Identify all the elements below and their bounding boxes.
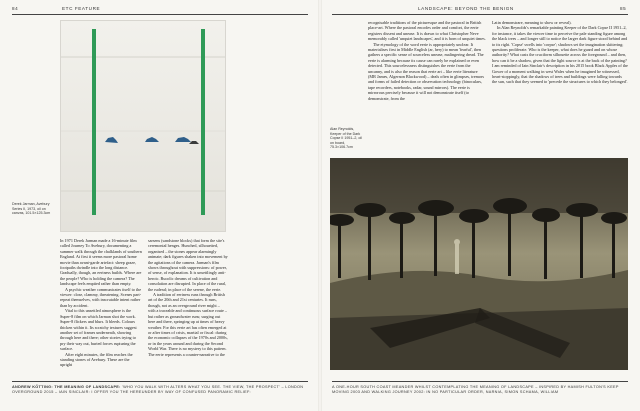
jarman-caption: Derek Jarman, Avebury Series II, 1973, oil on canvas, 101.5×125.3cm [12, 202, 51, 215]
reynolds-painting [330, 158, 628, 370]
jarman-painting-graphic [61, 21, 225, 231]
left-body-column-2 [148, 238, 228, 357]
reynolds-painting-graphic [330, 158, 628, 370]
right-footer-rule [332, 381, 628, 382]
right-running-head: LANDSCAPE: BEYOND THE BENIGN [418, 6, 514, 11]
paragraph: Vital to this unsettled atmosphere is the Super-8 film on which Jarman shot the work. Super-8 flickers and blurs. It bleeds. Colours thicken within it. Its scratchy textures suggest another set of frames underneath, showing through here and there; other stories trying to pry their way out, buried forces rupturing the surface. [60, 308, 137, 352]
right-page [320, 0, 640, 411]
left-running-head: ETC FEATURE [62, 6, 101, 11]
left-header-rule [12, 14, 308, 15]
paragraph: recognisable traditions of the picturesque and the pastoral in British place-art. Where the pastoral encodes order and comfort, the eerie registers dissent and unease. It is drawn to what Christopher Neve memorably called 'unquiet landscapes', and it is born of unquiet times. [368, 20, 486, 42]
left-footer-rule [12, 381, 308, 382]
right-footer: A ONE-HOUR SOUTH COAST MEANDER WHILST CONTEMPLATING THE MEANING OF LANDSCAPE – INSPIRED BY HAMISH FULTON'S KEEP MOVING 2003 AND WALKING JOURNEY 2002: IN NO PARTICULAR ORDER, NARNIA, SIMON SCHAMA, WILLIAM [332, 385, 619, 394]
right-body-column-2 [492, 20, 628, 85]
jarman-painting [60, 20, 226, 232]
reynolds-caption: Alan Reynolds, Keeper of the Dark Copse II 1951–2, oil on board, 75.3×106.7cm [330, 127, 362, 149]
footer-text: 'WHO YOU WALK WITH ALTERS WHAT YOU SEE. THE VIEW, THE PROSPECT' – LONDON OVERGROUND 2015 – IAIN SINCLAIR: I OFFER YOU THE HEREUNDER BY WAY OF CONFUSED PANORAMIC RELIEF: [12, 385, 304, 394]
footer-label: ANDREW KÖTTING: THE MEANING OF LANDSCAPE: [12, 385, 121, 389]
right-header-rule [332, 14, 628, 15]
paragraph: Latin demonstrare, meaning to show or reveal). [492, 20, 572, 25]
paragraph: In Alan Reynolds's remarkable painting Keeper of the Dark Copse II 1951–2, for instance, it takes the viewer time to perceive the pale standing figure among the black trees – and longer still to notice the larger dark figure stood behind and to its right. 'Copse' swells into 'corpse'; shadows set the imagination skittering; questions proliferate. Who is the keeper, what does he guard and on whose authority? What casts the cruciform silhouette across the foreground – and then, how can it be a shadow, given that the light source is at the back of the painting? I am reminded of Iain Sinclair's description in his 2015 book Black Apples of the Gower of a moment walking in west Wales when he imagined he witnessed, heart-stoppingly, that the shadows of trees and buildings were falling towards the sun, such that they seemed to 'precede the structures to which they belonged'. [492, 25, 628, 85]
paragraph: sarsens (sandstone blocks) that form the site's ceremonial henges. Hunched, silhouetted, organised – the stones appear alarmingly animate; dark figures shaken into movement by the agitations of the camera. Jarman's film shows throughout with suppressions: of power, of sense, of explanation. It is unsettlingly anti-heroic. Bucolic dreams of cultivation and consolation are disrupted. In place of the rural, the ruderal; in place of the serene, the eerie. [148, 238, 228, 292]
left-body-column-1 [60, 238, 142, 368]
paragraph: The etymology of the word eerie is appropriately unclear. It materialises first in Middle English (ar, hery) to mean 'fearful', then gathers a specific sense of sourceless unease, malingering dread. The eerie is alarming because its cause can rarely be explained or even detected. This sourcelessness distinguishes the eerie from the uncanny, and is also the reason that eerie art – like eerie literature (MR James, Algernon Blackwood) – deals often in glimpses, tremors and forms of failed detection or observation technology (binoculars, tape recorders, notebooks, radar, sound mirrors). The eerie is mirrorous precisely because it will not demonstrate itself (to demonstrate, from the [368, 41, 484, 101]
left-footer [12, 385, 308, 395]
paragraph: In 1971 Derek Jarman made a 16-minute film called Journey To Avebury, documenting a summer walk through the chalklands of southern England. At first it seems more pastoral home movie than avant-garde artefact: sheep graze, footpaths dwindle into the long distance. Gradually, though, an eeriness builds. Where are the people? Who is holding the camera? The landscape feels emptied rather than empty. [60, 238, 142, 287]
paragraph: A psychic weather communicates itself to the viewer: close, clammy, threatening. Scenes part-repeat themselves, with inscrutable intent rather than by accident. [60, 286, 142, 308]
paragraph: A tradition of eeriness runs through British art of the 20th and 21st centuries. It runs, though, not as an overground river might – with a traceable and continuous surface route – but rather as groundwater runs; surging out here and there, springing up at times of heavy weather. For this eerie art has often emerged at or after times of crisis, martial or fiscal: during the economic collapses of the 1970s and 2000s, or in the years around and during the Second World War. There is no mystery to this pattern. The eerie represents a counter-narrative to the [148, 292, 228, 357]
right-folio: 85 [620, 6, 627, 11]
left-folio: 84 [12, 6, 19, 11]
right-body-column-1 [368, 20, 486, 101]
paragraph: After eight minutes, the film reaches the standing stones of Avebury. These are the upright [60, 351, 133, 368]
